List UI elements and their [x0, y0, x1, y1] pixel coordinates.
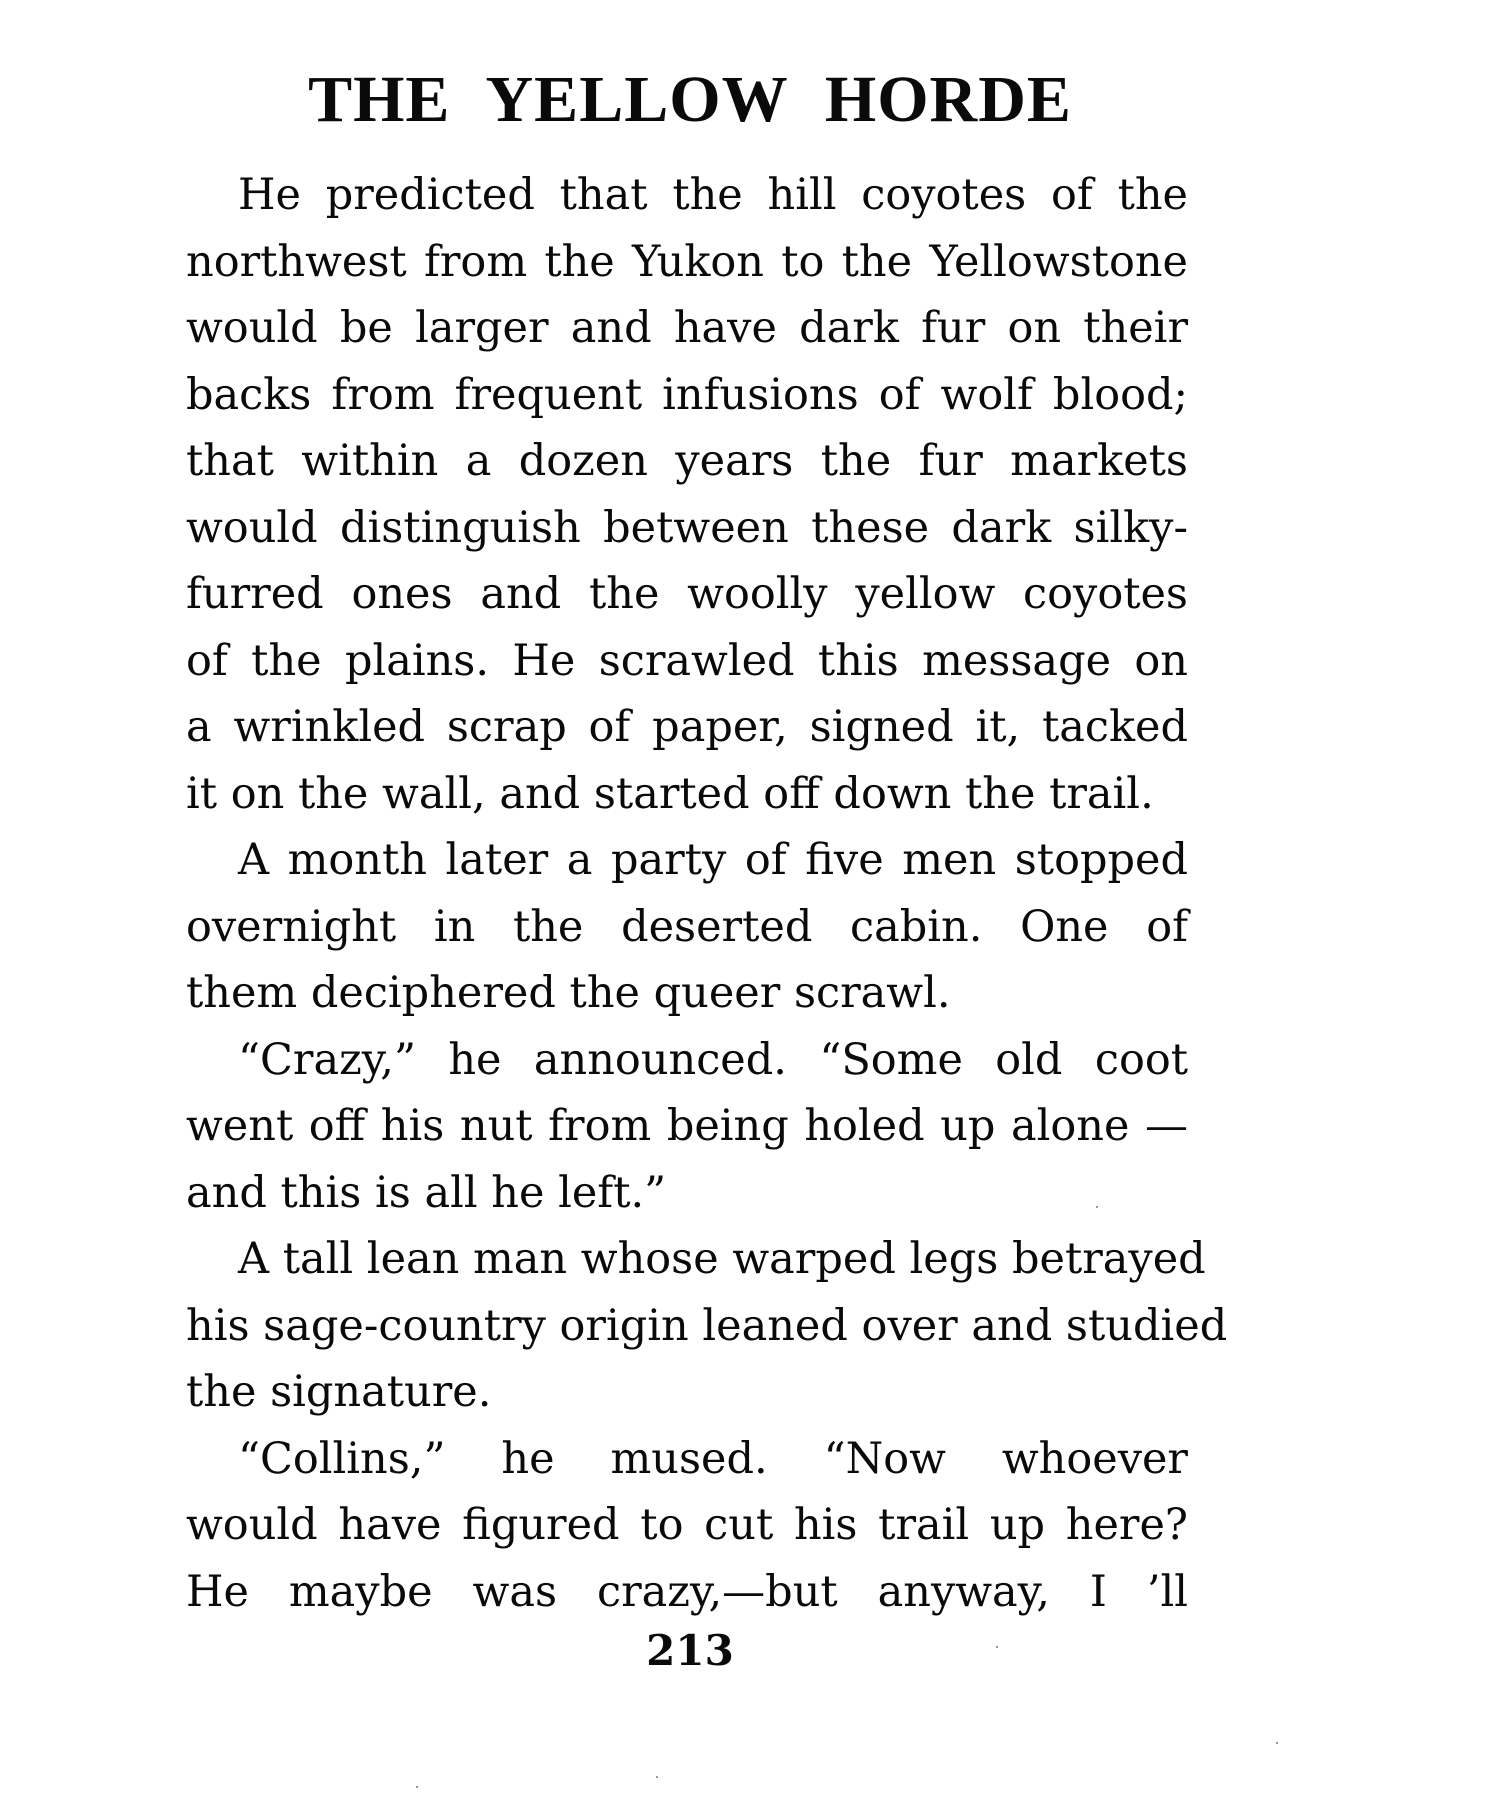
text-line: northwest from the Yukon to the Yellowstone: [186, 236, 1188, 287]
text-line: He predicted that the hill coyotes of the: [238, 170, 1188, 220]
text-line: that within a dozen years the fur markets: [186, 436, 1188, 486]
text-line: would have figured to cut his trail up here?: [186, 1500, 1188, 1550]
text-line: backs from frequent infusions of wolf blood;: [186, 369, 1188, 420]
page-number: 213: [646, 1626, 734, 1675]
scan-speck: [416, 1786, 418, 1788]
text-line: furred ones and the woolly yellow coyotes: [186, 569, 1188, 619]
text-line: the signature.: [186, 1367, 492, 1417]
text-line: a wrinkled scrap of paper, signed it, tacked: [186, 702, 1188, 752]
body-text: [186, 162, 1228, 1625]
running-head: THE YELLOW HORDE: [308, 63, 1072, 136]
text-line: “Crazy,” he announced. “Some old coot: [238, 1034, 1188, 1085]
text-line: went off his nut from being holed up alone —: [186, 1101, 1188, 1151]
text-line: A tall lean man whose warped legs betrayed: [238, 1234, 1206, 1284]
scan-speck: [1276, 1742, 1278, 1744]
scan-speck: [996, 1646, 998, 1648]
text-line: them deciphered the queer scrawl.: [186, 968, 951, 1018]
text-line: overnight in the deserted cabin. One of: [186, 901, 1188, 952]
text-line: A month later a party of five men stopped: [238, 835, 1188, 885]
text-line: of the plains. He scrawled this message on: [186, 635, 1188, 686]
text-line: He maybe was crazy,—but anyway, I ’ll: [186, 1566, 1188, 1617]
text-line: would distinguish between these dark silky-: [186, 502, 1188, 553]
scan-speck: [1096, 1206, 1098, 1208]
text-line: it on the wall, and started off down the trail.: [186, 768, 1154, 819]
scan-speck: [656, 1776, 658, 1778]
text-line: and this is all he left.”: [186, 1167, 667, 1218]
text-line: “Collins,” he mused. “Now whoever: [238, 1433, 1188, 1484]
text-line: his sage-country origin leaned over and studied: [186, 1300, 1228, 1351]
text-line: would be larger and have dark fur on their: [186, 303, 1188, 353]
